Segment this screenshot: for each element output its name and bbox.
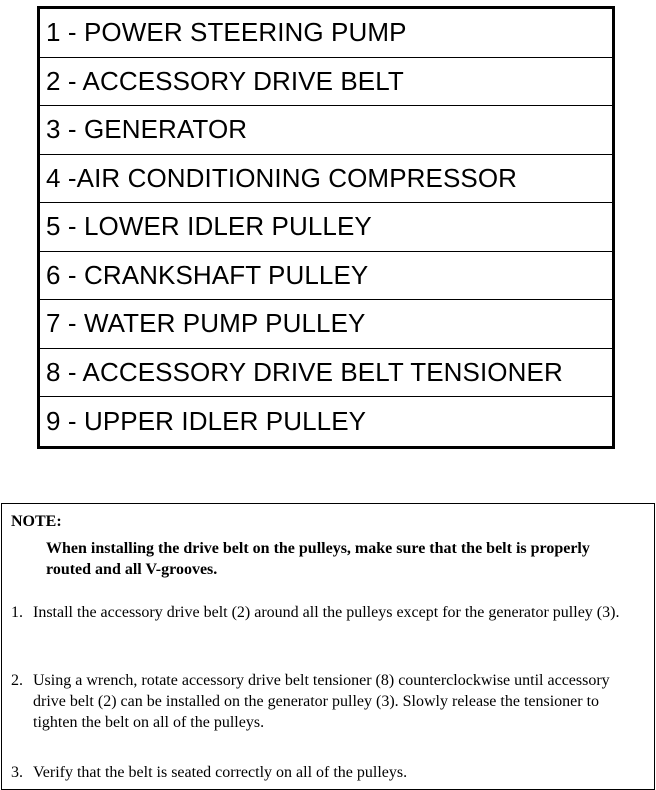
step-text: Install the accessory drive belt (2) around all the pulleys except for the generator pulley (3).: [33, 604, 620, 621]
legend-item-3: 3 - GENERATOR: [40, 106, 612, 155]
legend-item-1: 1 - POWER STEERING PUMP: [40, 9, 612, 58]
legend-item-2: 2 - ACCESSORY DRIVE BELT: [40, 58, 612, 107]
component-legend-table: [37, 6, 615, 449]
procedure-step-1: [11, 602, 626, 623]
procedure-step-2: [11, 670, 626, 733]
legend-item-9: 9 - UPPER IDLER PULLEY: [46, 405, 367, 436]
legend-item-8: 8 - ACCESSORY DRIVE BELT TENSIONER: [40, 349, 612, 398]
legend-item-7: 7 - WATER PUMP PULLEY: [40, 300, 612, 349]
legend-item-6: 6 - CRANKSHAFT PULLEY: [40, 252, 612, 301]
step-text: Using a wrench, rotate accessory drive belt tensioner (8) counterclockwise until accessory drive belt (2) can be installed on the generator pulley (3). Slowly release the tensioner to tighten the belt on all of the pulleys.: [33, 672, 610, 731]
note-heading: NOTE:: [11, 513, 62, 530]
legend-item-4: 4 -AIR CONDITIONING COMPRESSOR: [40, 155, 612, 204]
step-number: 1.: [11, 604, 23, 621]
procedure-step-3: [11, 762, 626, 783]
note-text: When installing the drive belt on the pulleys, make sure that the belt is properly routed and all V-grooves.: [46, 540, 590, 578]
procedure-box: [1, 503, 655, 790]
step-number: 2.: [11, 672, 23, 689]
legend-item-5: 5 - LOWER IDLER PULLEY: [40, 203, 612, 252]
step-text: Verify that the belt is seated correctly on all of the pulleys.: [33, 764, 408, 781]
step-number: 3.: [11, 764, 23, 781]
